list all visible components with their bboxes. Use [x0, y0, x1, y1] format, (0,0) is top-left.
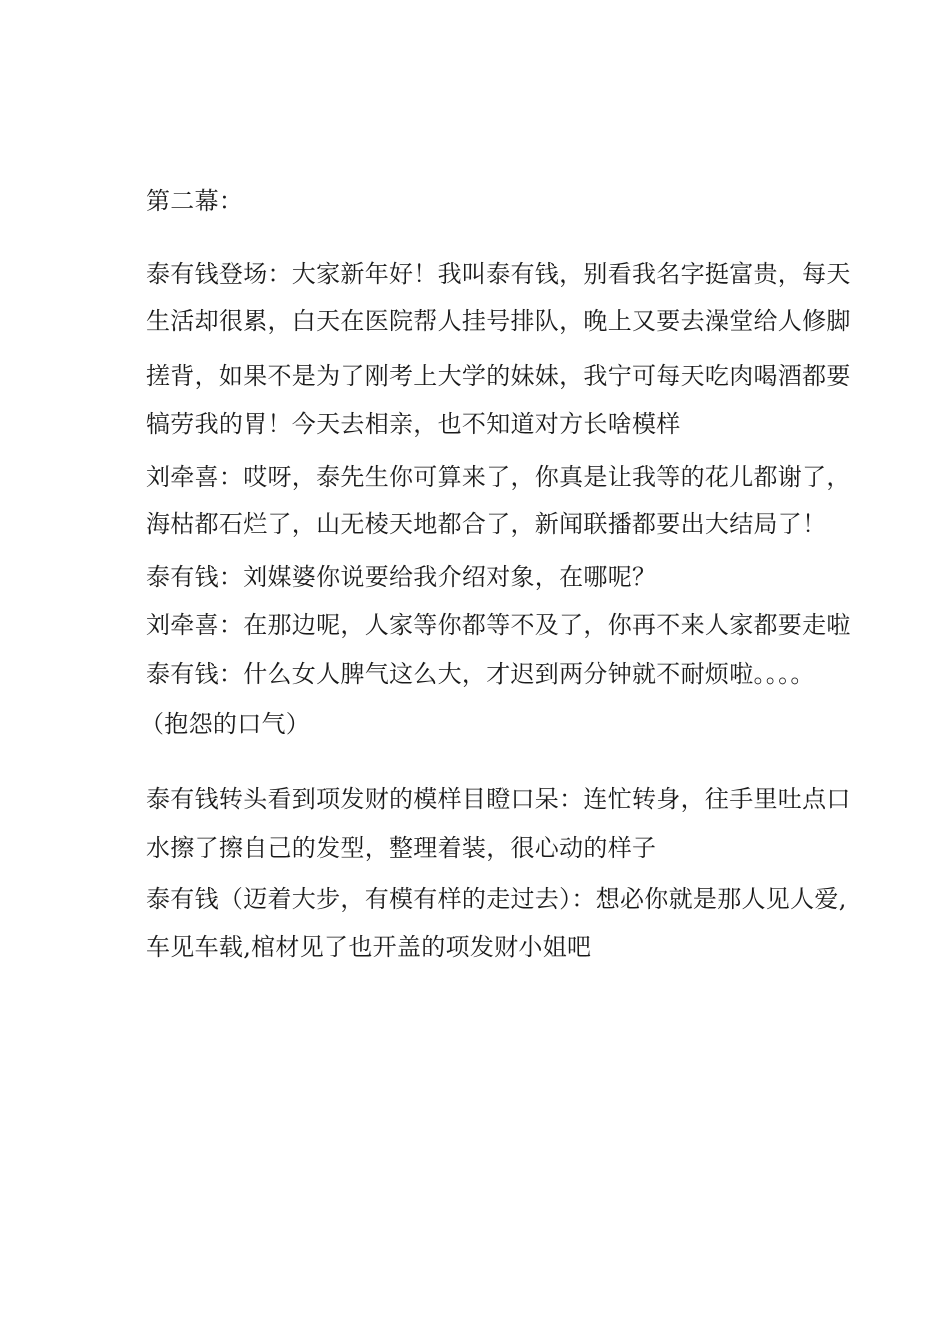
- script-line: 生活却很累，白天在医院帮人挂号排队，晚上又要去澡堂给人修脚: [146, 307, 851, 335]
- script-line: 车见车载,棺材见了也开盖的项发财小姐吧: [146, 933, 592, 961]
- script-line: 泰有钱转头看到项发财的模样目瞪口呆：连忙转身，往手里吐点口: [146, 785, 851, 813]
- script-line: 刘牵喜：在那边呢，人家等你都等不及了，你再不来人家都要走啦: [146, 611, 851, 639]
- script-line: 泰有钱登场：大家新年好！我叫泰有钱，别看我名字挺富贵，每天: [146, 260, 851, 288]
- script-line: 海枯都石烂了，山无棱天地都合了，新闻联播都要出大结局了！: [146, 510, 827, 538]
- script-line: 泰有钱：什么女人脾气这么大，才迟到两分钟就不耐烦啦。。。。: [146, 660, 815, 688]
- stage-direction: （抱怨的口气）: [140, 710, 311, 738]
- act-heading: 第二幕：: [146, 187, 244, 215]
- script-line: 泰有钱：刘媒婆你说要给我介绍对象，在哪呢？: [146, 563, 657, 591]
- script-line: 泰有钱（迈着大步，有模有样的走过去）：想必你就是那人见人爱,: [146, 885, 847, 913]
- script-line: 搓背，如果不是为了刚考上大学的妹妹，我宁可每天吃肉喝酒都要: [146, 362, 851, 390]
- script-line: 刘牵喜：哎呀，泰先生你可算来了，你真是让我等的花儿都谢了，: [146, 463, 851, 491]
- script-line: 犒劳我的胃！今天去相亲，也不知道对方长啥模样: [146, 410, 681, 438]
- script-line: 水擦了擦自己的发型，整理着装，很心动的样子: [146, 834, 657, 862]
